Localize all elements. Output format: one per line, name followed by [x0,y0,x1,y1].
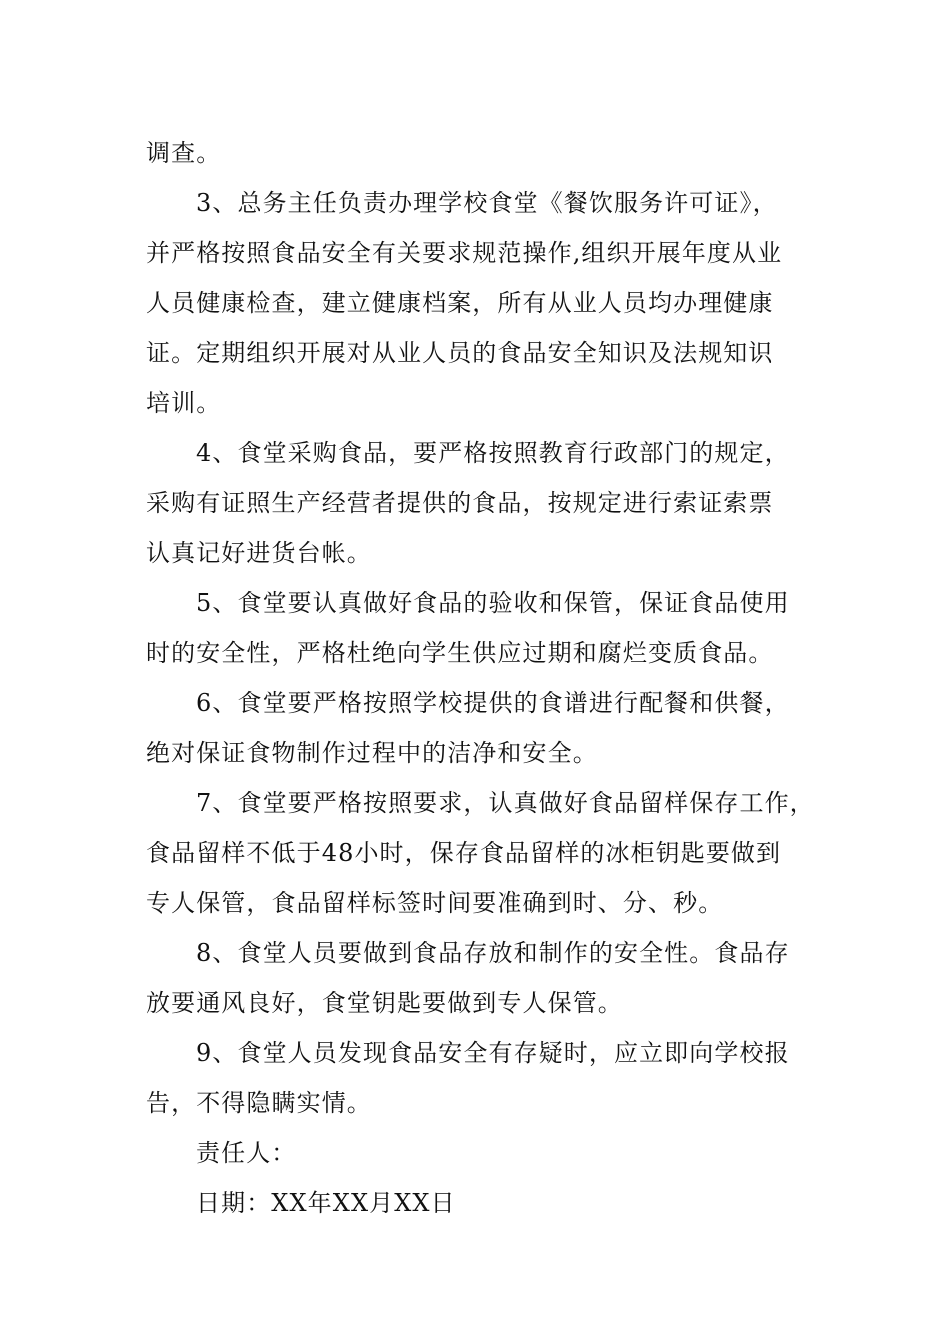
paragraph-3-line-4: 证。定期组织开展对从业人员的食品安全知识及法规知识 [146,339,774,367]
text-line-1: 调查。 [146,139,222,167]
paragraph-6-line-1: 6、食堂要严格按照学校提供的食谱进行配餐和供餐， [196,689,790,717]
paragraph-9-line-1: 9、食堂人员发现食品安全有存疑时，应立即向学校报 [196,1039,790,1067]
paragraph-9-line-2: 告，不得隐瞒实情。 [146,1089,372,1117]
paragraph-3-line-3: 人员健康检查，建立健康档案，所有从业人员均办理健康 [146,289,774,317]
date-line: 日期：XX年XX月XX日 [196,1189,456,1217]
paragraph-4-line-3: 认真记好进货台帐。 [146,539,372,567]
paragraph-8-line-1: 8、食堂人员要做到食品存放和制作的安全性。食品存 [196,939,790,967]
paragraph-5-line-2: 时的安全性，严格杜绝向学生供应过期和腐烂变质食品。 [146,639,774,667]
paragraph-5-line-1: 5、食堂要认真做好食品的验收和保管，保证食品使用 [196,589,790,617]
paragraph-8-line-2: 放要通风良好，食堂钥匙要做到专人保管。 [146,989,623,1017]
paragraph-4-line-2: 采购有证照生产经营者提供的食品，按规定进行索证索票 [146,489,774,517]
paragraph-4-line-1: 4、食堂采购食品，要严格按照教育行政部门的规定， [196,439,790,467]
paragraph-3-line-5: 培训。 [146,389,222,417]
paragraph-6-line-2: 绝对保证食物制作过程中的洁净和安全。 [146,739,598,767]
paragraph-7-line-3: 专人保管，食品留样标签时间要准确到时、分、秒。 [146,889,724,917]
paragraph-3-line-1: 3、总务主任负责办理学校食堂《餐饮服务许可证》， [196,189,778,217]
responsible-person-label: 责任人： [196,1139,297,1167]
paragraph-7-line-1: 7、食堂要严格按照要求，认真做好食品留样保存工作， [196,789,815,817]
paragraph-7-line-2: 食品留样不低于48小时，保存食品留样的冰柜钥匙要做到 [146,839,782,867]
paragraph-3-line-2: 并严格按照食品安全有关要求规范操作,组织开展年度从业 [146,239,783,267]
